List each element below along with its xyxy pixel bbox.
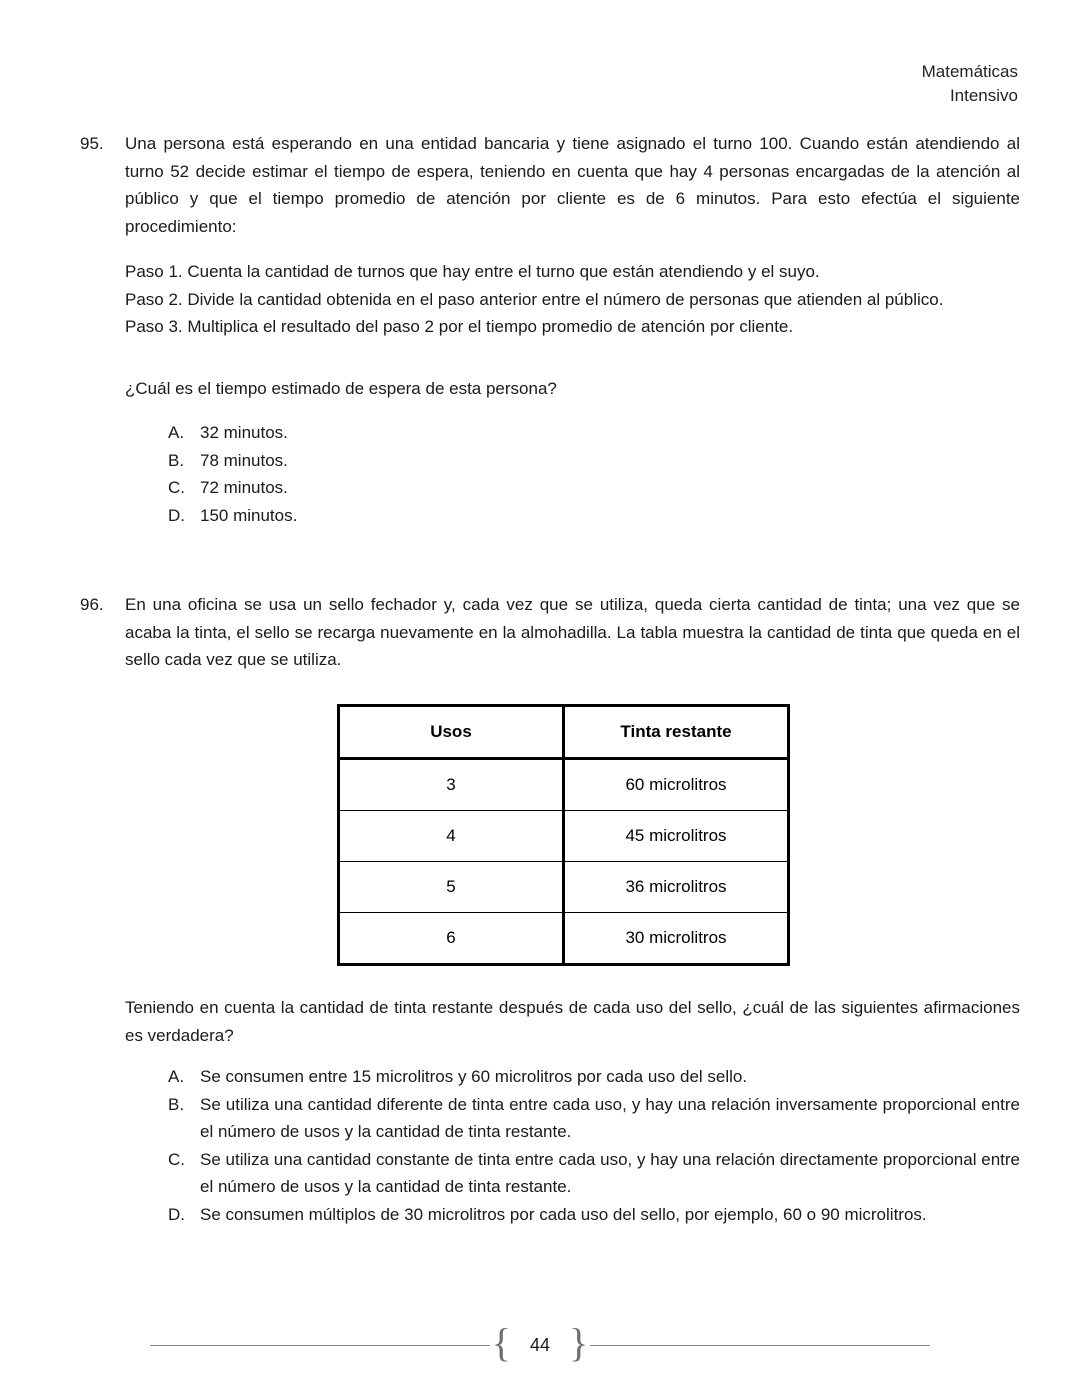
cell-tinta-4: 30 microlitros [564,912,789,964]
option-96-a[interactable] [168,1063,1020,1091]
question-96-stem: En una oficina se usa un sello fechador y, cada vez que se utiliza, queda cierta cantidad de tinta; una vez que se acaba la tinta, el sello se recarga nuevamente en la almohadilla. La tabla muestra la cantidad de tinta que queda en el sello cada vez que se utiliza. [125,595,1020,670]
question-95-body [125,130,1020,529]
cell-usos-3: 5 [339,861,564,912]
option-95-a-text: 32 minutos. [200,423,288,443]
question-95-options [125,419,1020,529]
option-96-b[interactable] [168,1091,1020,1146]
option-96-b-text: Se utiliza una cantidad diferente de tinta entre cada uso, y hay una relación inversamente proporcional entre el número de usos y la cantidad de tinta restante. [200,1094,1020,1142]
ink-remaining-table [337,704,790,966]
option-95-c-text: 72 minutos. [200,478,288,498]
table-header-row [339,705,789,758]
option-96-a-letter: A. [168,1067,185,1087]
option-95-b-letter: B. [168,450,185,470]
option-96-d[interactable] [168,1201,1020,1229]
cell-tinta-2: 45 microlitros [564,810,789,861]
page-footer [0,1315,1080,1375]
ink-table-head [339,705,789,758]
option-96-c-letter: C. [168,1149,185,1169]
option-95-c-letter: C. [168,478,185,498]
option-95-d[interactable] [168,502,1020,530]
question-95-number: 95. [80,134,104,153]
cell-tinta-1: 60 microlitros [564,758,789,810]
option-95-b[interactable] [168,447,1020,475]
cell-usos-2: 4 [339,810,564,861]
question-95-step-3: Paso 3. Multiplica el resultado del paso 2 por el tiempo promedio de atención por cliente. [125,317,794,337]
column-header-usos: Usos [339,705,564,758]
running-head-subject: Matemáticas [921,62,1018,81]
ink-table-container [125,704,1020,966]
question-95-step-1: Paso 1. Cuenta la cantidad de turnos que hay entre el turno que están atendiendo y el suyo. [125,262,820,282]
right-brace-ornament-icon: } [569,1320,589,1365]
page-content [80,130,1020,1228]
running-head [922,60,1018,108]
cell-usos-4: 6 [339,912,564,964]
question-95-steps [125,258,1020,341]
left-brace-ornament-icon: { [491,1320,511,1365]
question-96-number: 96. [80,595,104,615]
option-96-b-letter: B. [168,1094,185,1114]
table-row [339,810,789,861]
option-96-c-text: Se utiliza una cantidad constante de tinta entre cada uso, y hay una relación directamente proporcional entre el número de usos y la cantidad de tinta restante. [200,1149,1020,1197]
running-head-modality: Intensivo [949,86,1018,106]
question-96 [80,591,1020,1228]
question-96-options [125,1063,1020,1228]
footer-rule-right [590,1345,930,1346]
option-95-c[interactable] [168,474,1020,502]
option-95-a[interactable] [168,419,1020,447]
option-96-c[interactable] [168,1146,1020,1201]
question-96-body [125,591,1020,1228]
page-number: 44 [529,1334,551,1355]
question-95-step-2: Paso 2. Divide la cantidad obtenida en el paso anterior entre el número de personas que atienden al público. [125,289,944,309]
question-95 [80,130,1020,529]
option-96-a-text: Se consumen entre 15 microlitros y 60 microlitros por cada uso del sello. [200,1067,748,1087]
cell-tinta-3: 36 microlitros [564,861,789,912]
table-row [339,912,789,964]
option-95-d-letter: D. [168,505,185,525]
option-95-a-letter: A. [168,423,185,443]
option-95-d-text: 150 minutos. [200,505,298,525]
column-header-tinta-restante: Tinta restante [564,705,789,758]
question-96-prompt: Teniendo en cuenta la cantidad de tinta restante después de cada uso del sello, ¿cuál de las siguientes afirmaciones es verdadera? [125,997,1020,1045]
option-96-d-text: Se consumen múltiplos de 30 microlitros por cada uso del sello, por ejemplo, 60 o 90 microlitros. [200,1204,927,1224]
table-row [339,861,789,912]
footer-rule-left [150,1345,490,1346]
ink-table-body [339,758,789,964]
question-95-prompt: ¿Cuál es el tiempo estimado de espera de esta persona? [125,378,557,398]
question-95-stem: Una persona está esperando en una entidad bancaria y tiene asignado el turno 100. Cuando están atendiendo al turno 52 decide estimar el tiempo de espera, teniendo en cuenta que hay 4 personas encargadas de la atención al público y que el tiempo promedio de atención por cliente es de 6 minutos. Para esto efectúa el siguiente procedimiento: [125,134,1020,236]
table-row [339,758,789,810]
option-95-b-text: 78 minutos. [200,450,288,470]
cell-usos-1: 3 [339,758,564,810]
option-96-d-letter: D. [168,1204,185,1224]
question-separator [80,529,1020,591]
